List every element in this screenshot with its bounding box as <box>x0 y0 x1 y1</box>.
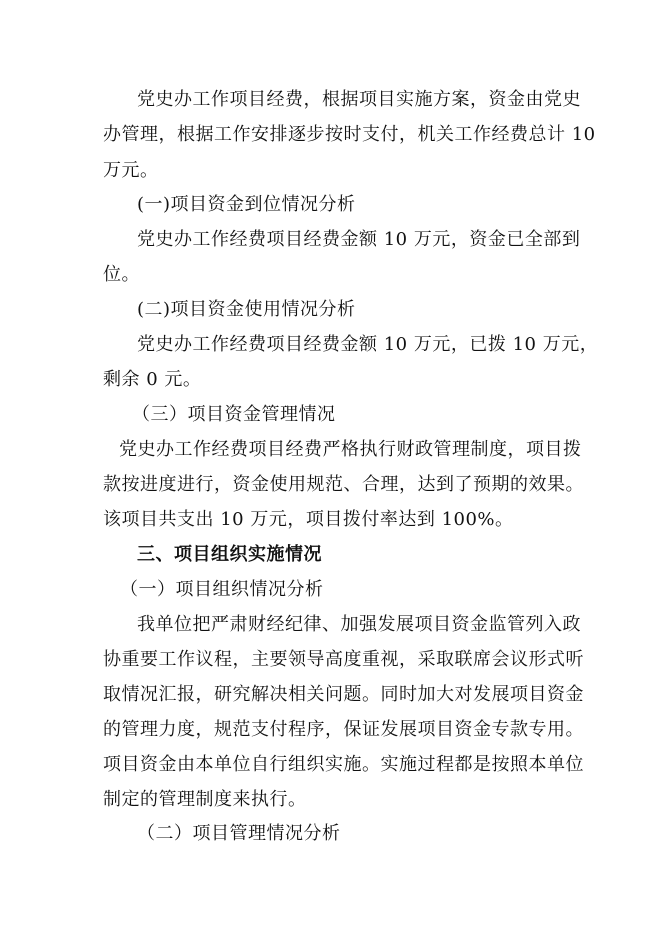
subheading-funds-usage: (二)项目资金使用情况分析 <box>137 299 356 320</box>
paragraph-line: 党史办工作经费项目经费金额 10 万元，资金已全部到 <box>137 229 581 250</box>
paragraph-line: 万元。 <box>103 160 159 181</box>
paragraph-line: 制定的管理制度来执行。 <box>103 789 307 810</box>
paragraph-line: 协重要工作议程，主要领导高度重视，采取联席会议形式听 <box>103 649 584 670</box>
subheading-org: （一）项目组织情况分析 <box>120 579 324 600</box>
paragraph-line: 项目资金由本单位自行组织实施。实施过程都是按照本单位 <box>103 754 584 775</box>
paragraph-line: 的管理力度，规范支付程序，保证发展项目资金专款专用。 <box>103 719 584 740</box>
paragraph-line: 该项目共支出 10 万元，项目拨付率达到 100%。 <box>103 509 514 530</box>
paragraph-line: 位。 <box>103 264 140 285</box>
subheading-funds-arrival: (一)项目资金到位情况分析 <box>137 194 356 215</box>
subheading-mgmt: （二）项目管理情况分析 <box>137 823 341 844</box>
paragraph-line: 我单位把严肃财经纪律、加强发展项目资金监管列入政 <box>137 614 581 635</box>
paragraph-line: 办管理，根据工作安排逐步按时支付，机关工作经费总计 10 <box>103 124 596 145</box>
subheading-funds-management: （三）项目资金管理情况 <box>132 404 336 425</box>
paragraph-line: 款按进度进行，资金使用规范、合理，达到了预期的效果。 <box>103 474 584 495</box>
paragraph-line: 剩余 0 元。 <box>103 369 202 390</box>
paragraph-line: 取情况汇报，研究解决相关问题。同时加大对发展项目资金 <box>103 684 584 705</box>
section-title: 三、项目组织实施情况 <box>137 544 322 565</box>
paragraph-line: 党史办工作经费项目经费金额 10 万元，已拨 10 万元， <box>137 334 599 355</box>
paragraph-line: 党史办工作项目经费，根据项目实施方案，资金由党史 <box>137 89 581 110</box>
paragraph-line: 党史办工作经费项目经费严格执行财政管理制度，项目拨 <box>119 439 582 460</box>
